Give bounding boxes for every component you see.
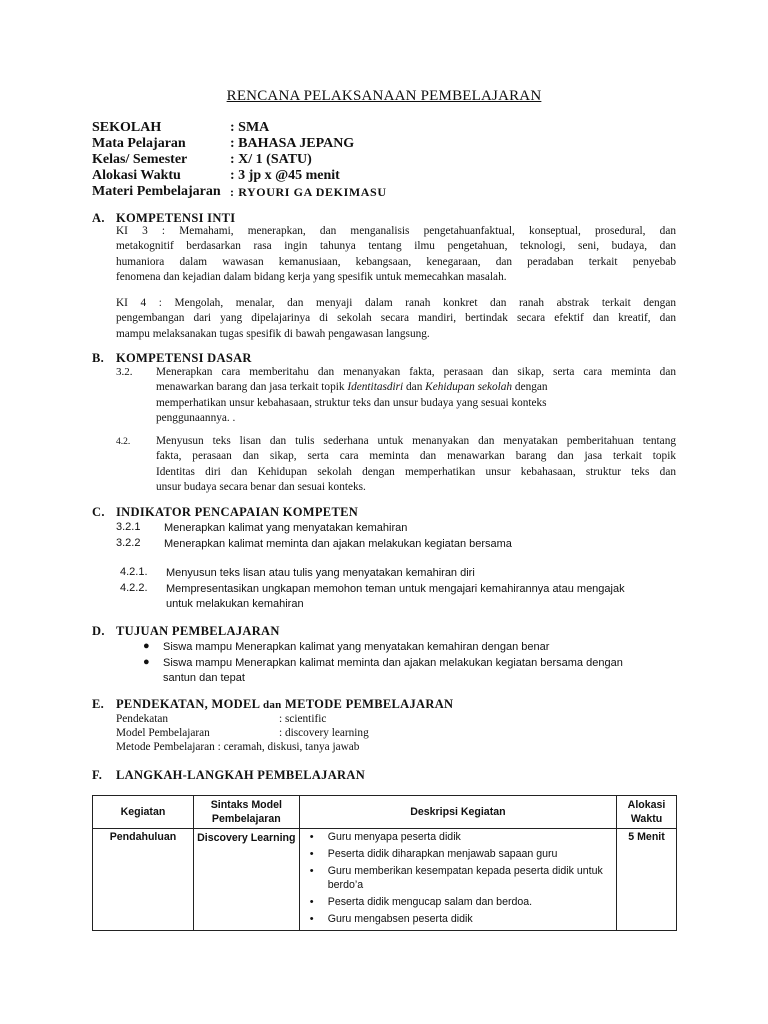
italic-run: Kehidupan sekolah [425, 381, 513, 394]
section-letter: A. [92, 211, 105, 225]
kd42-paragraph [156, 434, 676, 495]
paragraph-line: metakognitif berdasarkan rasa ingin tahunya tentang ilmu pengetahuan, teknologi, seni, budaya, dan [116, 240, 676, 253]
section-title: PENDEKATAN, MODEL [116, 697, 263, 711]
text-run: dan [403, 381, 426, 394]
header-alokasi: Alokasi Waktu [617, 796, 677, 829]
indicator-text: Menyusun teks lisan atau tulis yang menyatakan kemahiran diri [166, 567, 475, 579]
paragraph-line: mampu melaksanakan tugas spesifik di bawah pengawasan langsung. [116, 327, 430, 340]
indicator-number: 3.2.1 [116, 521, 141, 533]
list-item: • Guru menyapa peserta didik [328, 831, 616, 845]
text-run: menawarkan barang dan jasa terkait topik [156, 381, 348, 394]
list-item: • Peserta didik mengucap salam dan berdoa. [328, 896, 616, 910]
paragraph-line: Menyusun teks lisan dan tulis sederhana untuk menanyakan dan menyatakan pemberitahuan tentang [156, 435, 676, 447]
identity-value: : 3 jp x @45 menit [230, 168, 340, 183]
learning-steps-table [92, 795, 677, 931]
indicator-text: Mempresentasikan ungkapan memohon teman untuk mengajari kemahirannya atau mengajak [166, 583, 625, 595]
section-letter: E. [92, 697, 105, 711]
objective-text-continued: santun dan tepat [163, 672, 245, 684]
section-c-heading [92, 505, 358, 520]
indicator-text: Menerapkan kalimat yang menyatakan kemahiran [164, 522, 408, 534]
section-letter: C. [92, 505, 105, 519]
indicator-number: 4.2.2. [120, 582, 148, 594]
identity-label: Materi Pembelajaran [92, 184, 221, 199]
ki4-paragraph [116, 296, 676, 342]
list-item: • Guru mengabsen peserta didik [328, 913, 616, 927]
indicator-text-continued: untuk melakukan kemahiran [166, 598, 304, 610]
paragraph-line: fenomena dan kejadian dalam bidang kerja yang spesifik untuk memecahkan masalah. [116, 270, 507, 283]
section-title: KOMPETENSI DASAR [116, 351, 252, 365]
section-title: INDIKATOR PENCAPAIAN KOMPETEN [116, 505, 359, 519]
indicator-number: 4.2.1. [120, 566, 148, 578]
objective-text: Siswa mampu Menerapkan kalimat yang menyatakan kemahiran dengan benar [163, 641, 550, 653]
list-item: • Guru memberikan kesempatan kepada peserta didik untuk berdo’a [328, 865, 616, 892]
ki3-paragraph [116, 224, 676, 285]
paragraph-line: Identitas diri dan Kehidupan sekolah dengan memperhatikan unsur kebahasaan, struktur teks dan [156, 465, 676, 478]
approach-value: : scientific [279, 713, 327, 725]
identity-label: Alokasi Waktu [92, 168, 181, 183]
activity-list [300, 831, 616, 926]
bullet-icon: ● [143, 656, 150, 668]
section-e-heading [92, 697, 453, 712]
cell-sintaks: Discovery Learning [193, 829, 299, 931]
header-sintaks: Sintaks Model Pembelajaran [193, 796, 299, 829]
header-deskripsi: Deskripsi Kegiatan [299, 796, 616, 829]
identity-value: : SMA [230, 120, 270, 135]
model-label: Model Pembelajaran [116, 727, 210, 739]
paragraph-line: Menerapkan cara memberitahu dan menanyakan fakta, perasaan dan sikap, serta cara meminta dan [156, 366, 676, 378]
section-letter: D. [92, 624, 105, 638]
approach-label: Pendekatan [116, 713, 169, 725]
paragraph-line: humaniora dalam wawasan kemanusiaan, kebangsaan, kenegaraan, dan peradaban terkait penyebab [116, 255, 676, 268]
section-title-conjunction: dan [262, 699, 282, 711]
objective-text: Siswa mampu Menerapkan kalimat meminta dan ajakan melakukan kegiatan bersama dengan [163, 657, 623, 669]
identity-value: : BAHASA JEPANG [230, 136, 355, 151]
kd32-paragraph [156, 365, 676, 426]
cell-deskripsi [299, 829, 616, 931]
italic-run: Identitasdiri [347, 381, 404, 394]
section-title: METODE PEMBELAJARAN [281, 697, 454, 711]
paragraph-line: KI 3 : Memahami, menerapkan, dan menganalisis pengetahuanfaktual, konseptual, prosedural, dan [116, 225, 676, 237]
model-value: : discovery learning [279, 727, 369, 739]
section-f-heading [92, 768, 365, 783]
indicator-number: 3.2.2 [116, 537, 141, 549]
paragraph-line: penggunaannya. . [156, 411, 236, 424]
section-letter: F. [92, 768, 103, 782]
paragraph-line: pengembangan dari yang dipelajarinya di sekolah secara mandiri, bertindak secara efektif dan kreatif, dan [116, 312, 676, 325]
identity-label: SEKOLAH [92, 120, 162, 135]
section-title: LANGKAH-LANGKAH PEMBELAJARAN [116, 768, 366, 782]
cell-kegiatan: Pendahuluan [93, 829, 194, 931]
bullet-icon: ● [143, 640, 150, 652]
table-row [93, 829, 677, 931]
text-run: dengan [512, 381, 548, 394]
identity-label: Kelas/ Semester [92, 152, 188, 167]
section-title: KOMPETENSI INTI [116, 211, 236, 225]
method-text: Metode Pembelajaran : ceramah, diskusi, tanya jawab [116, 741, 360, 753]
paragraph-line: unsur budaya secara benar dan sesuai konteks. [156, 480, 366, 493]
paragraph-line [156, 380, 676, 395]
indicator-text: Menerapkan kalimat meminta dan ajakan melakukan kegiatan bersama [164, 538, 512, 550]
kd-number: 4.2. [116, 437, 131, 447]
kd-number: 3.2. [116, 366, 133, 378]
identity-value: : X/ 1 (SATU) [230, 152, 312, 167]
identity-label: Mata Pelajaran [92, 136, 186, 151]
cell-alokasi: 5 Menit [617, 829, 677, 931]
section-title: TUJUAN PEMBELAJARAN [116, 624, 280, 638]
table-header-row [93, 796, 677, 829]
identity-value: : RYOURI GA DEKIMASU [230, 185, 387, 199]
paragraph-line: memperhatikan unsur kebahasaan, struktur teks dan unsur budaya yang sesuai konteks [156, 396, 547, 409]
list-item: • Peserta didik diharapkan menjawab sapaan guru [328, 848, 616, 862]
section-d-heading [92, 624, 280, 639]
document-title: RENCANA PELAKSANAAN PEMBELAJARAN [226, 88, 542, 104]
paragraph-line: fakta, perasaan dan sikap, serta cara meminta dan menawarkan barang dan jasa terkait topik [156, 450, 676, 463]
section-b-heading [92, 351, 252, 366]
header-kegiatan: Kegiatan [93, 796, 194, 829]
section-letter: B. [92, 351, 105, 365]
paragraph-line: KI 4 : Mengolah, menalar, dan menyaji dalam ranah konkret dan ranah abstrak terkait dengan [116, 297, 676, 309]
